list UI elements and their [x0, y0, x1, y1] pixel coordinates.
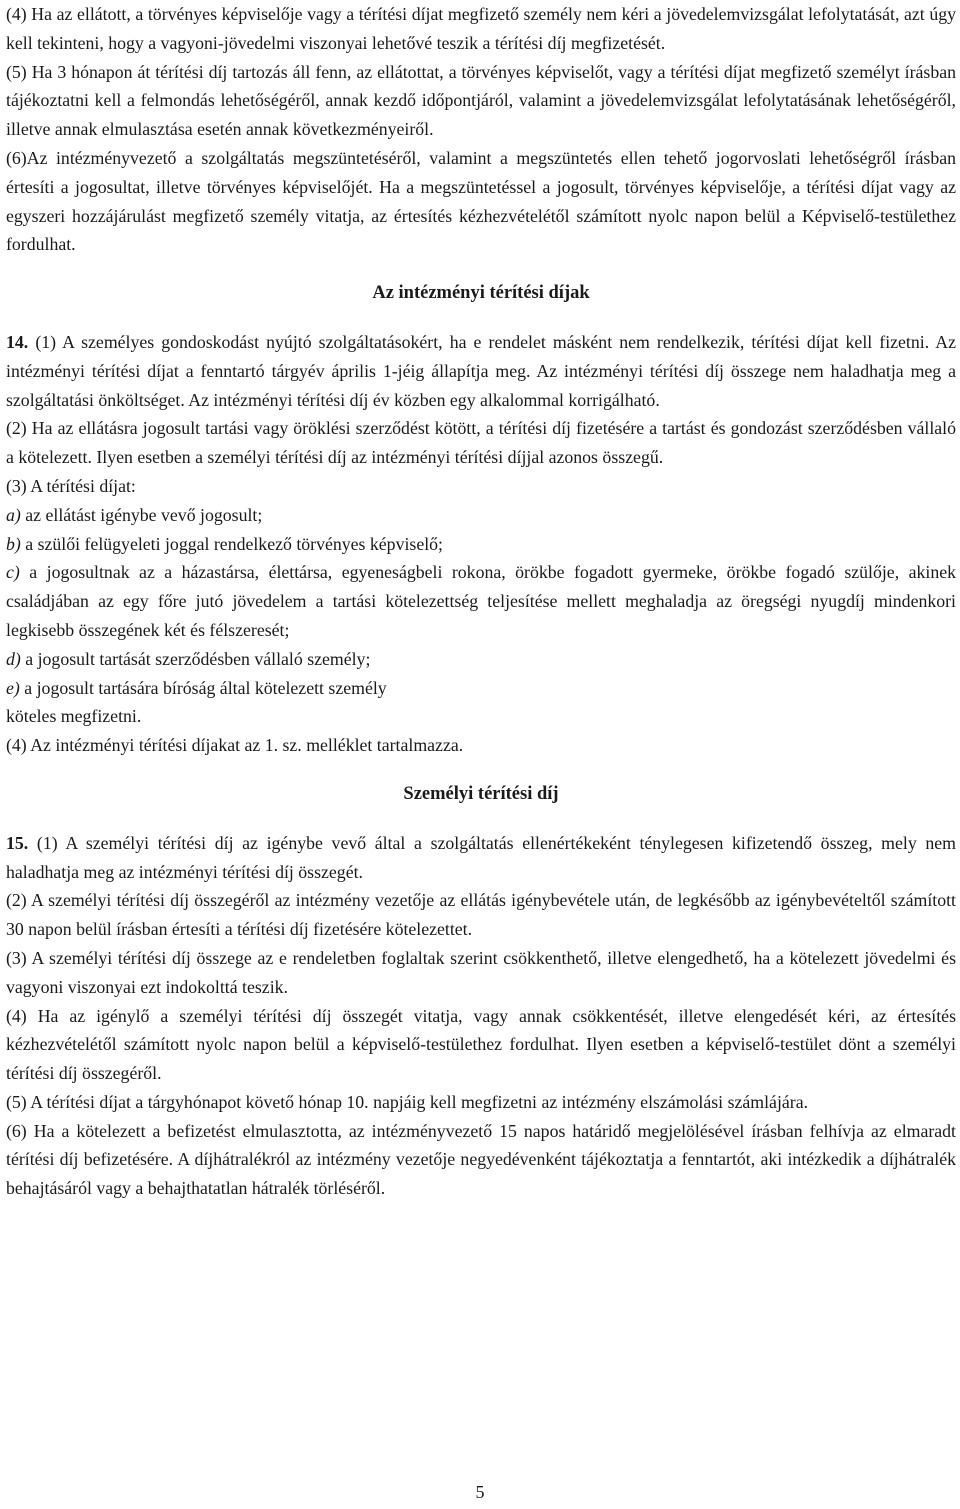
- list-item-c: [6, 558, 956, 644]
- section-heading-szemelyi-teritesi-dij: Személyi térítési díj: [403, 783, 559, 804]
- list-item-e: [6, 674, 956, 703]
- list-text: a jogosult tartására bíróság által kötelezett személy: [19, 677, 387, 698]
- list-item-d: [6, 645, 956, 674]
- paragraph-5: (5) Ha 3 hónapon át térítési díj tartozás áll fenn, az ellátottat, a törvényes képviselőt, vagy a térítési díjat megfizető személyt írásban tájékoztatni kell a felmondás lehetőségéről, annak kezdő időpontjáról, valamint a jövedelemvizsgálat lefolytatásának lehetőségéről, illetve annak elmulasztása esetén annak következményeiről.: [6, 61, 956, 140]
- list-letter: b): [6, 533, 21, 554]
- list-letter: e): [6, 677, 20, 698]
- section-15-paragraph-1: [6, 829, 956, 887]
- section-15-paragraph-4: (4) Ha az igénylő a személyi térítési díj összegét vitatja, vagy annak csökkentését, illetve elengedését kéri, az értesítés kézhezvételétől számított nyolc napon belül a képviselő-testülethez fordulhat. Ilyen esetben a képviselő-testület dönt a személyi térítési díj összegéről.: [6, 1005, 956, 1084]
- list-text: az ellátást igénybe vevő jogosult;: [20, 504, 263, 525]
- paragraph-text: (1) A személyi térítési díj az igénybe vevő által a szolgáltatás ellenértékeként ténylegesen kifizetendő összeg, mely nem haladhatja meg az intézményi térítési díj összegét.: [6, 832, 957, 882]
- page-number: 5: [475, 1482, 485, 1502]
- paragraph-6: (6)Az intézményvezető a szolgáltatás megszüntetéséről, valamint a megszüntetés ellen tehető jogorvoslati lehetőségről írásban értesíti a jogosultat, illetve törvényes képviselőjét. Ha a megszüntetéssel a jogosult, törvényes képviselője, a térítési díjat vagy az egyszeri hozzájárulást megfizető személy vitatja, az értesítés kézhezvételétől számított nyolc napon belül a Képviselő-testülethez fordulhat.: [6, 147, 956, 255]
- document-page: [6, 0, 956, 1203]
- list-item-b: [6, 530, 956, 559]
- section-number: 14.: [6, 331, 29, 352]
- section-14-paragraph-1: [6, 328, 956, 414]
- section-15-paragraph-2: (2) A személyi térítési díj összegéről az intézmény vezetője az ellátás igénybevétele után, de legkésőbb az igénybevételtől számított 30 napon belül írásban értesíti a térítési díj fizetésére kötelezettet.: [6, 890, 956, 940]
- section-heading-intezmenyi-teritesi-dijak: Az intézményi térítési díjak: [372, 283, 590, 304]
- list-letter: c): [6, 562, 20, 583]
- section-14-paragraph-3: (3) A térítési díjat:: [6, 475, 136, 496]
- list-text: a szülői felügyeleti joggal rendelkező törvényes képviselő;: [20, 533, 443, 554]
- list-item-a: [6, 501, 956, 530]
- section-number: 15.: [6, 832, 29, 853]
- section-14-paragraph-2: (2) Ha az ellátásra jogosult tartási vagy öröklési szerződést kötött, a térítési díj fizetésére a tartást és gondozást szerződésben vállaló a kötelezett. Ilyen esetben a személyi térítési díj az intézményi térítési díjjal azonos összegű.: [6, 418, 956, 468]
- section-14-paragraph-4: (4) Az intézményi térítési díjakat az 1. sz. melléklet tartalmazza.: [6, 735, 464, 756]
- section-15-paragraph-6: (6) Ha a kötelezett a befizetést elmulasztotta, az intézményvezető 15 napos határidő megjelölésével írásban felhívja az elmaradt térítési díj befizetésére. A díjhátralékról az intézmény vezetője negyedévenként tájékoztatja a fenntartót, aki intézkedik a díjhátralék behajtásáról vagy a behajthatatlan hátralék törléséről.: [6, 1120, 956, 1199]
- list-letter: a): [6, 504, 21, 525]
- section-15-paragraph-5: (5) A térítési díjat a tárgyhónapot követő hónap 10. napjáig kell megfizetni az intézmény elszámolási számlájára.: [6, 1091, 809, 1112]
- list-letter: d): [6, 648, 21, 669]
- list-text: a jogosultnak az a házastársa, élettársa, egyeneságbeli rokona, örökbe fogadott gyermeke, örökbe fogadó szülője, akinek családjában az egy főre jutó jövedelem a tartási kötelezettség teljesítése mellett meghaladja az öregségi nyugdíj mindenkori legkisebb összegének két és félszeresét;: [6, 562, 956, 640]
- list-closing-text: köteles megfizetni.: [6, 706, 142, 727]
- paragraph-4: (4) Ha az ellátott, a törvényes képviselője vagy a térítési díjat megfizető személy nem kéri a jövedelemvizsgálat lefolytatását, azt úgy kell tekinteni, hogy a vagyoni-jövedelmi viszonyai lehetővé teszik a térítési díj megfizetését.: [6, 4, 956, 53]
- paragraph-text: (1) A személyes gondoskodást nyújtó szolgáltatásokért, ha e rendelet másként nem rendelkezik, térítési díjat kell fizetni. Az intézményi térítési díjat a fenntartó tárgyév április 1-jéig állapítja meg. Az intézményi térítési díj összege nem haladhatja meg a szolgáltatási önköltséget. Az intézményi térítési díj év közben egy alkalommal korrigálható.: [6, 331, 956, 410]
- list-text: a jogosult tartását szerződésben vállaló személy;: [20, 648, 371, 669]
- section-15-paragraph-3: (3) A személyi térítési díj összege az e rendeletben foglaltak szerint csökkenthető, illetve elengedhető, ha a kötelezett jövedelmi és vagyoni viszonyai ezt indokolttá teszik.: [6, 947, 956, 997]
